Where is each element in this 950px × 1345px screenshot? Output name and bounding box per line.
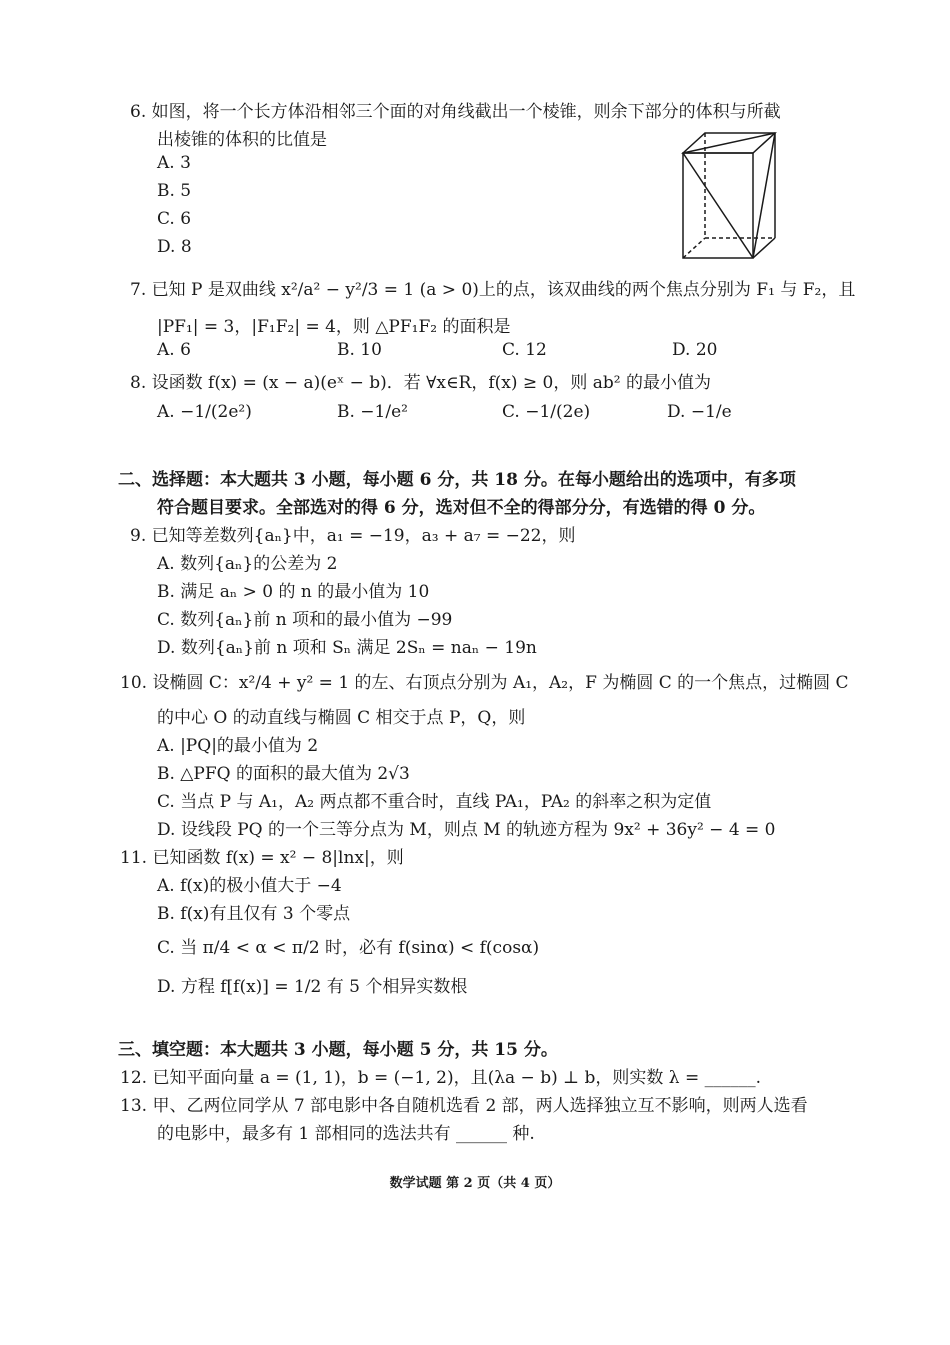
question-8-line-1: 8. 设函数 f(x) = (x − a)(eˣ − b)．若 ∀x∈R，f(x) ≥ 0，则 ab² 的最小值为 <box>130 373 712 393</box>
section-3-heading: 三、填空题：本大题共 3 小题，每小题 5 分，共 15 分。 <box>118 1040 558 1060</box>
question-7-option-c: C. 12 <box>502 340 547 360</box>
question-8-option-d: D. −1/e <box>667 402 732 422</box>
question-12-line-1: 12. 已知平面向量 a = (1, 1)，b = (−1, 2)，且(λa − b) ⊥ b，则实数 λ = ______. <box>120 1068 762 1088</box>
question-7-option-b: B. 10 <box>337 340 382 360</box>
cuboid-with-cut-pyramid-figure <box>675 128 785 263</box>
question-7-option-a: A. 6 <box>157 340 191 360</box>
question-6-option-a: A. 3 <box>157 153 191 173</box>
question-7-line-2: |PF₁| = 3，|F₁F₂| = 4，则 △PF₁F₂ 的面积是 <box>157 317 511 337</box>
question-10-option-b: B. △PFQ 的面积的最大值为 2√3 <box>157 764 410 784</box>
question-9-option-a: A. 数列{aₙ}的公差为 2 <box>157 554 338 574</box>
question-11-option-b: B. f(x)有且仅有 3 个零点 <box>157 904 351 924</box>
question-7-line-1: 7. 已知 P 是双曲线 x²/a² − y²/3 = 1 (a > 0)上的点，该双曲线的两个焦点分别为 F₁ 与 F₂，且 <box>130 280 856 300</box>
question-11-line-1: 11. 已知函数 f(x) = x² − 8|lnx|，则 <box>120 848 404 868</box>
question-11-option-d: D. 方程 f[f(x)] = 1/2 有 5 个相异实数根 <box>157 977 468 997</box>
question-9-line-1: 9. 已知等差数列{aₙ}中，a₁ = −19，a₃ + a₇ = −22，则 <box>130 526 576 546</box>
question-11-option-c: C. 当 π/4 < α < π/2 时，必有 f(sinα) < f(cosα) <box>157 938 540 958</box>
question-8-option-c: C. −1/(2e) <box>502 402 591 422</box>
question-13-line-1: 13. 甲、乙两位同学从 7 部电影中各自随机选看 2 部，两人选择独立互不影响，则两人选看 <box>120 1096 808 1116</box>
question-10-option-c: C. 当点 P 与 A₁，A₂ 两点都不重合时，直线 PA₁，PA₂ 的斜率之积为定值 <box>157 792 712 812</box>
question-9-option-c: C. 数列{aₙ}前 n 项和的最小值为 −99 <box>157 610 453 630</box>
question-7-option-d: D. 20 <box>672 340 718 360</box>
question-10-option-d: D. 设线段 PQ 的一个三等分点为 M，则点 M 的轨迹方程为 9x² + 36y² − 4 = 0 <box>157 820 776 840</box>
question-8-option-b: B. −1/e² <box>337 402 408 422</box>
question-6-line-1: 6. 如图，将一个长方体沿相邻三个面的对角线截出一个棱锥，则余下部分的体积与所截 <box>130 102 781 122</box>
question-9-option-d: D. 数列{aₙ}前 n 项和 Sₙ 满足 2Sₙ = naₙ − 19n <box>157 638 537 658</box>
question-8-option-a: A. −1/(2e²) <box>157 402 252 422</box>
question-6-option-c: C. 6 <box>157 209 192 229</box>
page-footer: 数学试题 第 2 页（共 4 页） <box>389 1176 561 1191</box>
question-6-option-b: B. 5 <box>157 181 192 201</box>
section-2-heading-line-1: 二、选择题：本大题共 3 小题，每小题 6 分，共 18 分。在每小题给出的选项中，有多项 <box>118 470 796 490</box>
question-6-option-d: D. 8 <box>157 237 192 257</box>
question-6-line-2: 出棱锥的体积的比值是 <box>157 130 327 150</box>
question-10-line-1: 10. 设椭圆 C：x²/4 + y² = 1 的左、右顶点分别为 A₁，A₂，F 为椭圆 C 的一个焦点，过椭圆 C <box>120 673 849 693</box>
section-2-heading-line-2: 符合题目要求。全部选对的得 6 分，选对但不全的得部分分，有选错的得 0 分。 <box>157 498 766 518</box>
question-11-option-a: A. f(x)的极小值大于 −4 <box>157 876 342 896</box>
question-10-option-a: A. |PQ|的最小值为 2 <box>157 736 319 756</box>
question-13-line-2: 的电影中，最多有 1 部相同的选法共有 ______ 种. <box>157 1124 535 1144</box>
question-10-line-2: 的中心 O 的动直线与椭圆 C 相交于点 P，Q，则 <box>157 708 526 728</box>
question-9-option-b: B. 满足 aₙ > 0 的 n 的最小值为 10 <box>157 582 430 602</box>
